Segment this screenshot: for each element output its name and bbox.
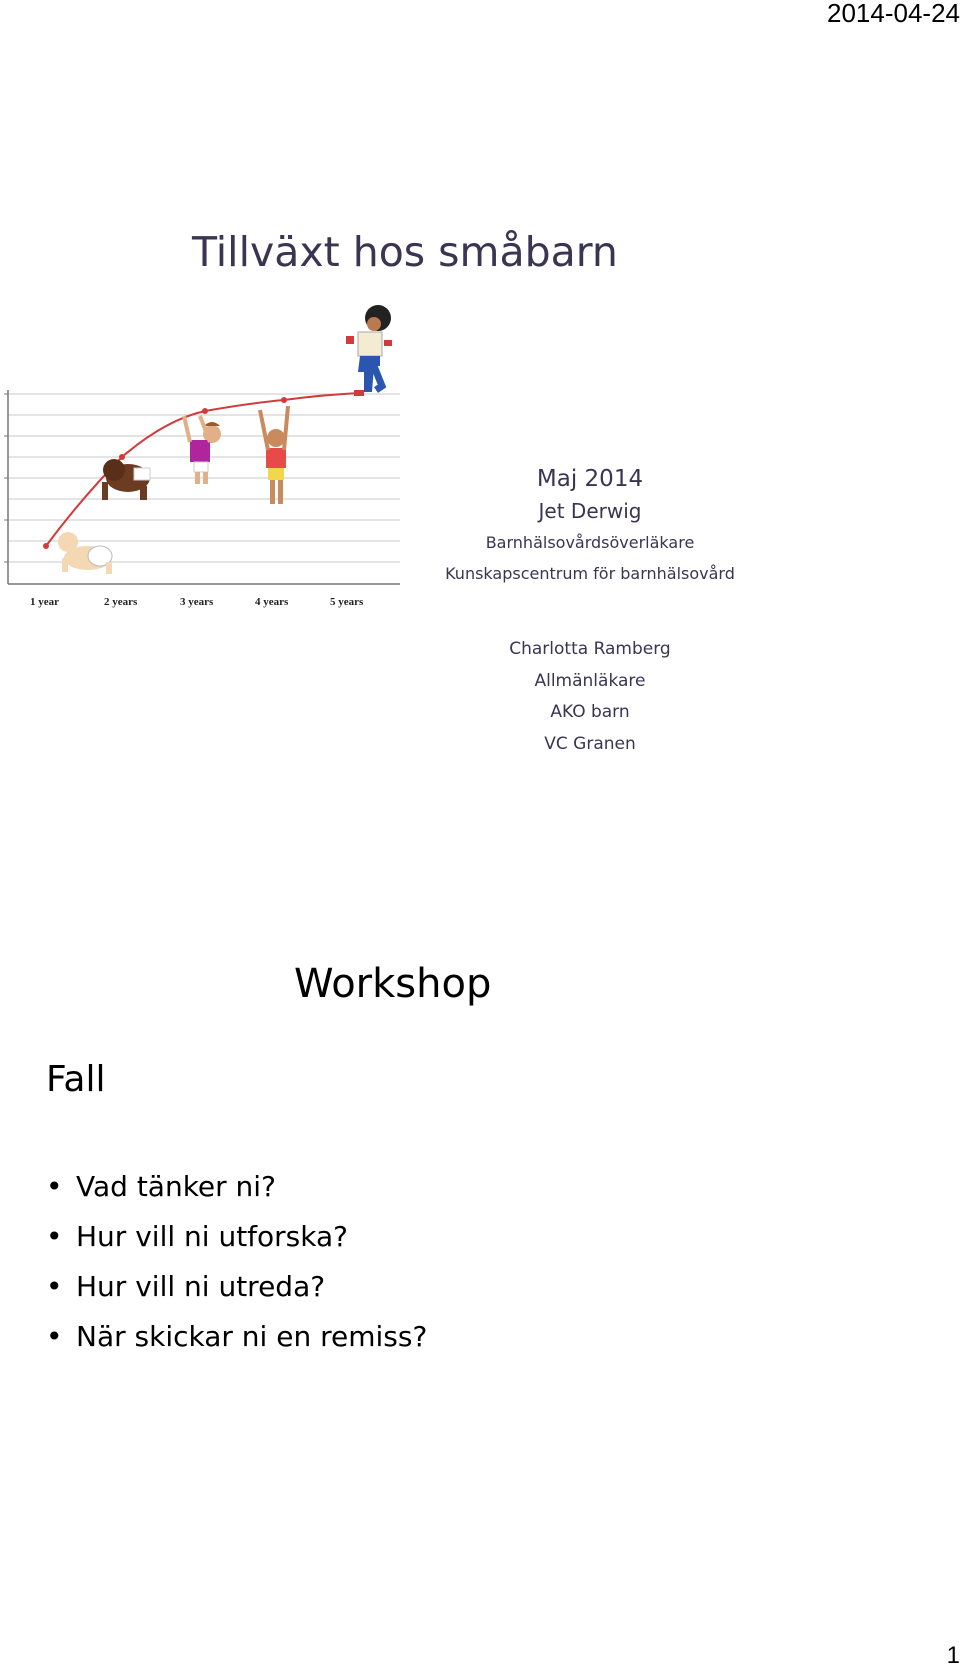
presentation-date: Maj 2014 (536, 466, 644, 492)
fall-heading: Fall (46, 1059, 106, 1100)
bullet-icon: • (46, 1320, 63, 1353)
list-item: • Hur vill ni utforska? (46, 1212, 427, 1262)
co-presenter-block (470, 634, 710, 760)
child-age-1 (58, 532, 112, 574)
co-presenter-role: Allmänläkare (534, 670, 646, 691)
co-presenter-site: VC Granen (544, 733, 636, 754)
growth-illustration (0, 300, 410, 620)
slide-title: Tillväxt hos småbarn (192, 228, 618, 276)
print-date: 2014-04-24 (827, 0, 960, 28)
curve-point (202, 408, 208, 414)
bullet-icon: • (46, 1270, 63, 1303)
bullet-icon: • (46, 1220, 63, 1253)
co-presenter-org: AKO barn (550, 702, 630, 722)
presenter-block (420, 463, 760, 589)
age-label-1: 1 year (30, 596, 60, 608)
presenter-role: Barnhälsovårdsöverläkare (485, 533, 695, 552)
curve-point (281, 397, 287, 403)
list-item: • Vad tänker ni? (46, 1162, 427, 1212)
list-item: • När skickar ni en remiss? (46, 1312, 427, 1362)
co-presenter-name: Charlotta Ramberg (509, 639, 671, 659)
presenter-name: Jet Derwig (538, 499, 642, 523)
age-label-4: 4 years (255, 596, 289, 608)
question-list (46, 1162, 427, 1362)
age-label-5: 5 years (330, 596, 364, 608)
age-label-3: 3 years (180, 596, 214, 608)
age-label-2: 2 years (104, 596, 138, 608)
curve-point (119, 454, 125, 460)
child-age-3 (184, 416, 221, 484)
bullet-icon: • (46, 1170, 63, 1203)
presenter-org: Kunskapscentrum för barnhälsovård (445, 564, 735, 583)
list-item: • Hur vill ni utreda? (46, 1262, 427, 1312)
workshop-title: Workshop (294, 961, 492, 1007)
child-age-5 (346, 305, 392, 396)
child-age-4 (260, 406, 288, 504)
child-age-2 (102, 459, 150, 500)
page-number: 1 (946, 1642, 960, 1669)
curve-point (43, 543, 49, 549)
